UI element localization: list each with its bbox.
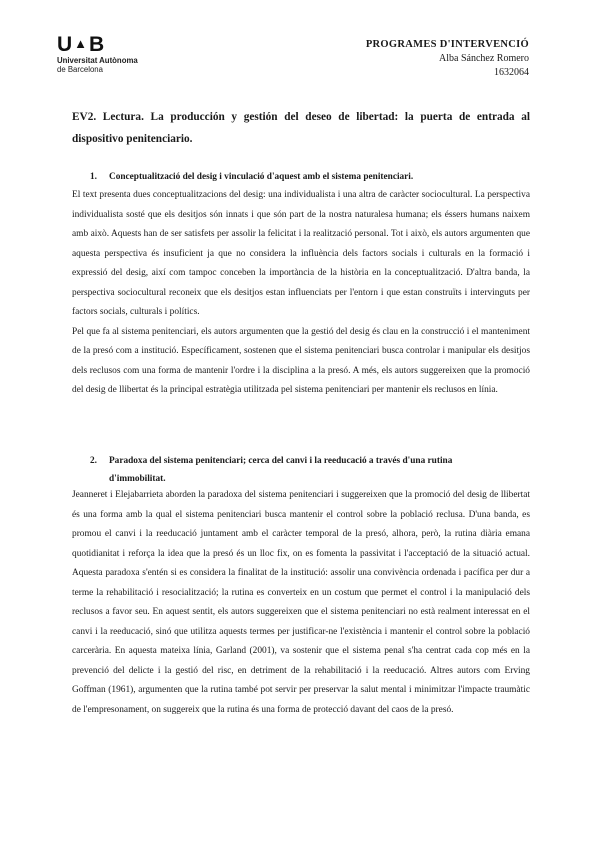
document-title: EV2. Lectura. La producción y gestión del deseo de libertad: la puerta de entrada al dispositivo penitenciario.: [72, 111, 530, 145]
section-1-heading-text: Conceptualització del desig i vinculació d'aquest amb el sistema penitenciari.: [109, 172, 414, 182]
section-1-body: [72, 186, 530, 401]
section-1-heading: [90, 168, 530, 186]
course-title: PROGRAMES D'INTERVENCIÓ: [365, 39, 529, 50]
author-name: Alba Sánchez Romero: [439, 53, 529, 64]
section-1-paragraph-1: El text presenta dues conceptualitzacions del desig: una individualista i una altra de caràcter sociocultural. La perspectiva individualista sosté que els desitjos són innats i que són part de la nostra naturalesa humana; els éssers humans naixem amb això. Aquests han de ser satisfets per assolir la felicitat i la realització personal. Tot i això, els autors argumenten que aquesta perspectiva és insuficient ja que no considera la influència dels factors socials i culturals en la formació i expressió del desig, així com tampoc conceben la importància de la història en la conceptualització. D'altra banda, la perspectiva sociocultural reconeix que els desitjos estan influenciats per l'entorn i que estan construïts i intervinguts per factors socials, culturals i polítics.: [72, 190, 530, 317]
student-id: 1632064: [494, 67, 529, 78]
header-info: [366, 38, 529, 80]
section-2-heading-line-2: d'immobilitat.: [109, 474, 166, 484]
section-2-heading-line-1: Paradoxa del sistema penitenciari; cerca del canvi i la reeducació a través d'una rutina: [109, 456, 453, 466]
section-2-heading: [90, 452, 530, 488]
uab-logo-mark: U▲B: [57, 33, 106, 56]
section-1-paragraph-2: Pel que fa al sistema penitenciari, els autors argumenten que la gestió del desig és clau en la construcció i el manteniment de la presó com a institució. Específicament, sostenen que el sistema penitenciari busca controlar i manipular els desitjos dels reclusos com una forma de mantenir l'ordre i la disciplina a la presó. A més, els autors suggereixen que la promoció del desig de llibertat és la principal estratègia utilitzada pel sistema penitenciari per mantenir els reclusos en línia.: [72, 326, 530, 395]
institution-line-1: Universitat Autònoma: [57, 56, 138, 65]
institution-name: [57, 56, 147, 74]
section-2-body: [72, 486, 530, 720]
uab-logo: [57, 34, 147, 74]
section-2-paragraph-1: Jeanneret i Elejabarrieta aborden la paradoxa del sistema penitenciari i suggereixen que la promoció del desig de llibertat és una forma amb la qual el sistema penitenciari busca mantenir el control sobre la població reclusa. D'una banda, es promou el canvi i la reeducació juntament amb el caràcter temporal de la presó, alhora, però, la rutina diària emana quotidianitat i reforça la idea que la presó és un lloc fix, on es fomenta la passivitat i l'acceptació de la situació actual. Aquesta paradoxa s'entén si es considera la finalitat de la institució: assolir una convivència ordenada i pacífica per dur a terme la rehabilitació i resocialització; la rutina es converteix en un costum que permet el control i la manipulació dels reclusos a favor seu. En aquest sentit, els autors suggereixen que el sistema penitenciari no està realment interessat en el canvi i la reeducació, sinó que utilitza aquests termes per justificar-ne l'existència i mantenir el control sobre la població carcerària. En aquesta mateixa línia, Garland (2001), va sostenir que el sistema penal s'ha centrat cada cop més en la prevenció del delicte i la gestió del risc, en detriment de la rehabilitació i la reeducació. Altres autors com Erving Goffman (1961), argumenten que la rutina també pot servir per preservar la salut mental i minimitzar l'impacte traumàtic de l'empresonament, on suggereix que la rutina és una forma de protecció davant del caos de la presó.: [72, 490, 530, 715]
section-1-number: 1.: [90, 172, 97, 182]
institution-line-2: de Barcelona: [57, 65, 103, 74]
section-2-number: 2.: [90, 456, 97, 466]
